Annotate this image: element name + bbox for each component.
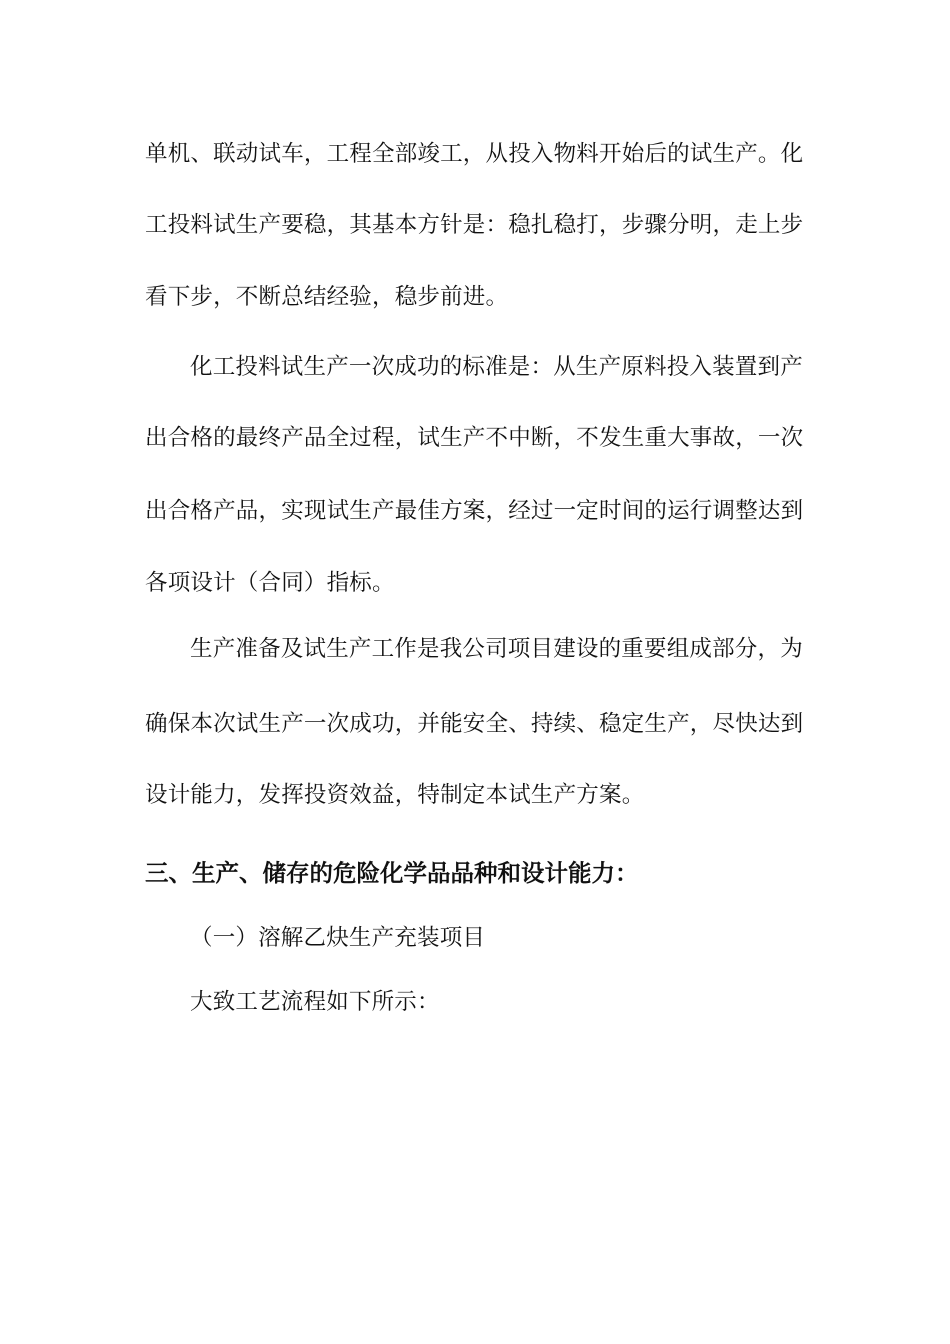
subsection-heading: （一）溶解乙炔生产充装项目 xyxy=(190,925,486,951)
paragraph-1-line-2: 工投料试生产要稳，其基本方针是：稳扎稳打，步骤分明，走上步 xyxy=(145,212,804,238)
paragraph-1-line-3: 看下步，不断总结经验，稳步前进。 xyxy=(145,284,509,310)
paragraph-3-line-1: 生产准备及试生产工作是我公司项目建设的重要组成部分，为 xyxy=(190,636,803,662)
paragraph-3-line-3: 设计能力，发挥投资效益，特制定本试生产方案。 xyxy=(145,782,645,808)
section-heading: 三、生产、储存的危险化学品品种和设计能力： xyxy=(145,859,639,887)
paragraph-2-line-4: 各项设计（合同）指标。 xyxy=(145,570,395,596)
process-intro: 大致工艺流程如下所示： xyxy=(190,989,440,1015)
paragraph-3-line-2: 确保本次试生产一次成功，并能安全、持续、稳定生产，尽快达到 xyxy=(145,711,804,737)
paragraph-2-line-3: 出合格产品，实现试生产最佳方案，经过一定时间的运行调整达到 xyxy=(145,498,804,524)
paragraph-2-line-2: 出合格的最终产品全过程，试生产不中断，不发生重大事故，一次 xyxy=(145,425,804,451)
paragraph-2-line-1: 化工投料试生产一次成功的标准是：从生产原料投入装置到产 xyxy=(190,354,803,380)
paragraph-1-line-1: 单机、联动试车，工程全部竣工，从投入物料开始后的试生产。化 xyxy=(145,141,804,167)
